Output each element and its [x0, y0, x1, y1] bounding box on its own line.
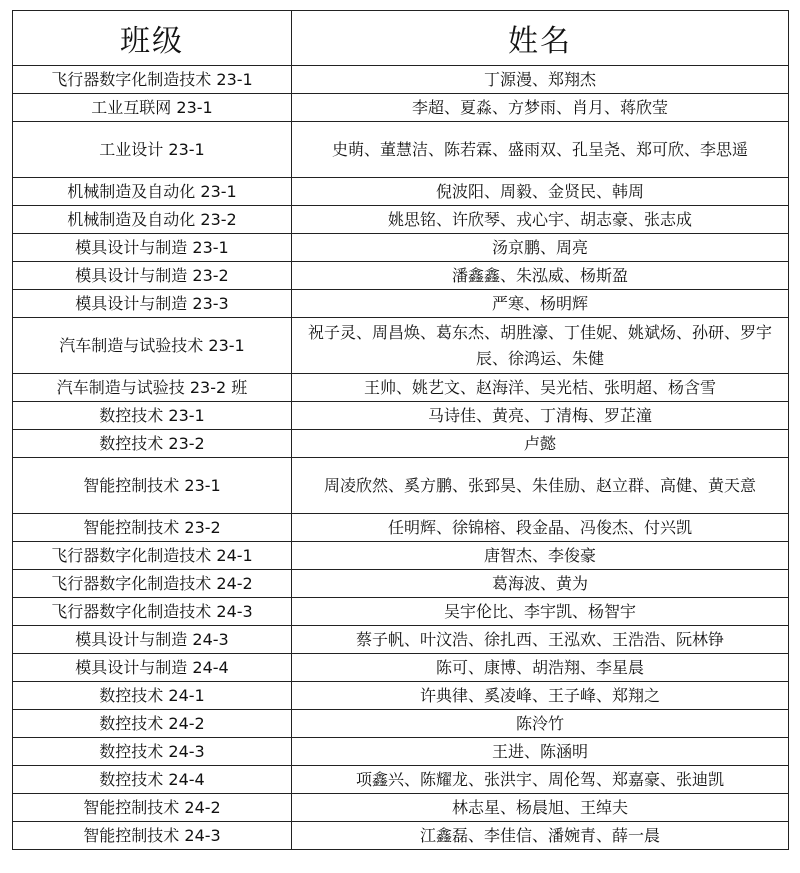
table-row	[13, 682, 789, 710]
class-cell: 模具设计与制造 23-2	[13, 262, 292, 290]
table-row	[13, 822, 789, 850]
names-cell: 丁源漫、郑翔杰	[292, 66, 789, 94]
names-cell: 项鑫兴、陈耀龙、张洪宇、周伦驾、郑嘉豪、张迪凯	[292, 766, 789, 794]
names-cell: 江鑫磊、李佳信、潘婉青、薛一晨	[292, 822, 789, 850]
class-cell: 工业互联网 23-1	[13, 94, 292, 122]
table-row	[13, 570, 789, 598]
table-row	[13, 66, 789, 94]
names-cell: 唐智杰、李俊豪	[292, 542, 789, 570]
table-row	[13, 262, 789, 290]
names-cell: 王进、陈涵明	[292, 738, 789, 766]
names-cell: 姚思铭、许欣琴、戎心宇、胡志豪、张志成	[292, 206, 789, 234]
names-cell: 蔡子帆、叶汶浩、徐扎西、王泓欢、王浩浩、阮林铮	[292, 626, 789, 654]
class-cell: 数控技术 24-3	[13, 738, 292, 766]
names-cell: 陈可、康博、胡浩翔、李星晨	[292, 654, 789, 682]
header-names: 姓名	[292, 11, 789, 66]
class-cell: 模具设计与制造 24-4	[13, 654, 292, 682]
table-row	[13, 794, 789, 822]
class-cell: 智能控制技术 23-2	[13, 514, 292, 542]
table-row	[13, 626, 789, 654]
names-cell: 祝子灵、周昌焕、葛东杰、胡胜濠、丁佳妮、姚斌炀、孙研、罗宇辰、徐鸿运、朱健	[292, 318, 789, 374]
table-row	[13, 458, 789, 514]
class-roster-table	[12, 10, 789, 850]
names-cell: 马诗佳、黄亮、丁清梅、罗芷潼	[292, 402, 789, 430]
class-cell: 飞行器数字化制造技术 24-1	[13, 542, 292, 570]
class-roster-table-wrapper	[12, 10, 788, 850]
names-cell: 李超、夏淼、方梦雨、肖月、蒋欣莹	[292, 94, 789, 122]
table-row	[13, 234, 789, 262]
class-cell: 模具设计与制造 23-3	[13, 290, 292, 318]
names-cell: 许典律、奚凌峰、王子峰、郑翔之	[292, 682, 789, 710]
class-cell: 汽车制造与试验技术 23-1	[13, 318, 292, 374]
table-row	[13, 430, 789, 458]
header-row	[13, 11, 789, 66]
class-cell: 飞行器数字化制造技术 24-2	[13, 570, 292, 598]
names-cell: 陈泠竹	[292, 710, 789, 738]
class-cell: 机械制造及自动化 23-1	[13, 178, 292, 206]
table-row	[13, 374, 789, 402]
names-cell: 严寒、杨明辉	[292, 290, 789, 318]
class-cell: 数控技术 23-1	[13, 402, 292, 430]
names-cell: 周凌欣然、奚方鹏、张郅昊、朱佳励、赵立群、高健、黄天意	[292, 458, 789, 514]
table-row	[13, 766, 789, 794]
class-cell: 飞行器数字化制造技术 23-1	[13, 66, 292, 94]
class-cell: 机械制造及自动化 23-2	[13, 206, 292, 234]
class-cell: 智能控制技术 24-2	[13, 794, 292, 822]
table-row	[13, 542, 789, 570]
table-row	[13, 654, 789, 682]
class-cell: 数控技术 24-1	[13, 682, 292, 710]
table-row	[13, 598, 789, 626]
names-cell: 倪波阳、周毅、金贤民、韩周	[292, 178, 789, 206]
table-row	[13, 94, 789, 122]
table-row	[13, 402, 789, 430]
table-row	[13, 710, 789, 738]
table-row	[13, 178, 789, 206]
table-row	[13, 514, 789, 542]
class-cell: 智能控制技术 23-1	[13, 458, 292, 514]
names-cell: 汤京鹏、周亮	[292, 234, 789, 262]
names-cell: 任明辉、徐锦榕、段金晶、冯俊杰、付兴凯	[292, 514, 789, 542]
class-cell: 智能控制技术 24-3	[13, 822, 292, 850]
table-row	[13, 290, 789, 318]
table-row	[13, 122, 789, 178]
class-cell: 数控技术 24-4	[13, 766, 292, 794]
class-cell: 模具设计与制造 24-3	[13, 626, 292, 654]
header-class: 班级	[13, 11, 292, 66]
table-row	[13, 206, 789, 234]
class-cell: 飞行器数字化制造技术 24-3	[13, 598, 292, 626]
names-cell: 史萌、董慧洁、陈若霖、盛雨双、孔呈尧、郑可欣、李思遥	[292, 122, 789, 178]
class-cell: 模具设计与制造 23-1	[13, 234, 292, 262]
class-cell: 工业设计 23-1	[13, 122, 292, 178]
names-cell: 卢懿	[292, 430, 789, 458]
table-row	[13, 318, 789, 374]
table-row	[13, 738, 789, 766]
names-cell: 林志星、杨晨旭、王绰夫	[292, 794, 789, 822]
names-cell: 葛海波、黄为	[292, 570, 789, 598]
class-cell: 汽车制造与试验技 23-2 班	[13, 374, 292, 402]
names-cell: 王帅、姚艺文、赵海洋、吴光桔、张明超、杨含雪	[292, 374, 789, 402]
class-cell: 数控技术 23-2	[13, 430, 292, 458]
class-cell: 数控技术 24-2	[13, 710, 292, 738]
names-cell: 潘鑫鑫、朱泓威、杨斯盈	[292, 262, 789, 290]
names-cell: 吴宇伦比、李宇凯、杨智宇	[292, 598, 789, 626]
